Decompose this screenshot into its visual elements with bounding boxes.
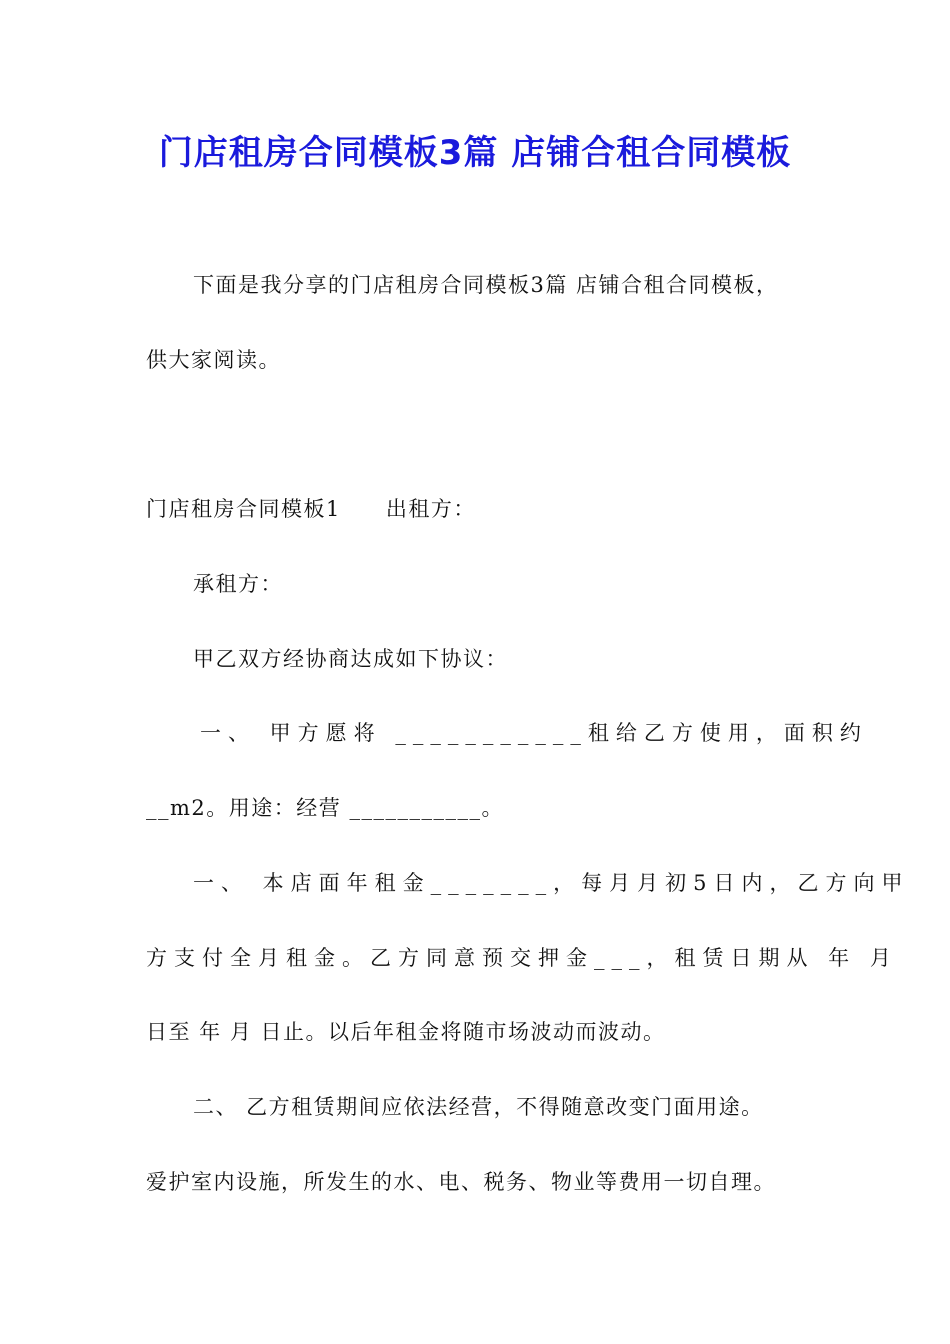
clause-3-line-1: 二、 乙方租赁期间应依法经营，不得随意改变门面用途。 [193,1095,764,1119]
clause-1-line-2: __m2。用途：经营 ___________。 [146,796,504,820]
lessee-line: 承租方： [193,572,283,596]
clause-2-line-1: 一、 本店面年租金_______，每月月初5日内，乙方向甲 [193,871,910,895]
section-heading: 门店租房合同模板1 出租方： [146,497,476,521]
agreement-intro-line: 甲乙双方经协商达成如下协议： [193,647,508,671]
intro-line-2: 供大家阅读。 [146,348,281,372]
clause-2-line-2: 方支付全月租金。乙方同意预交押金___，租赁日期从 年 月 [146,946,898,970]
clause-1-line-1: 一、 甲方愿将 ___________租给乙方使用，面积约 [200,721,868,745]
clause-3-line-2: 爱护室内设施，所发生的水、电、税务、物业等费用一切自理。 [146,1170,776,1194]
clause-2-line-3: 日至 年 月 日止。以后年租金将随市场波动而波动。 [146,1020,666,1044]
document-title: 门店租房合同模板3篇 店铺合租合同模板 [158,133,792,173]
intro-line-1: 下面是我分享的门店租房合同模板3篇 店铺合租合同模板， [193,273,779,297]
